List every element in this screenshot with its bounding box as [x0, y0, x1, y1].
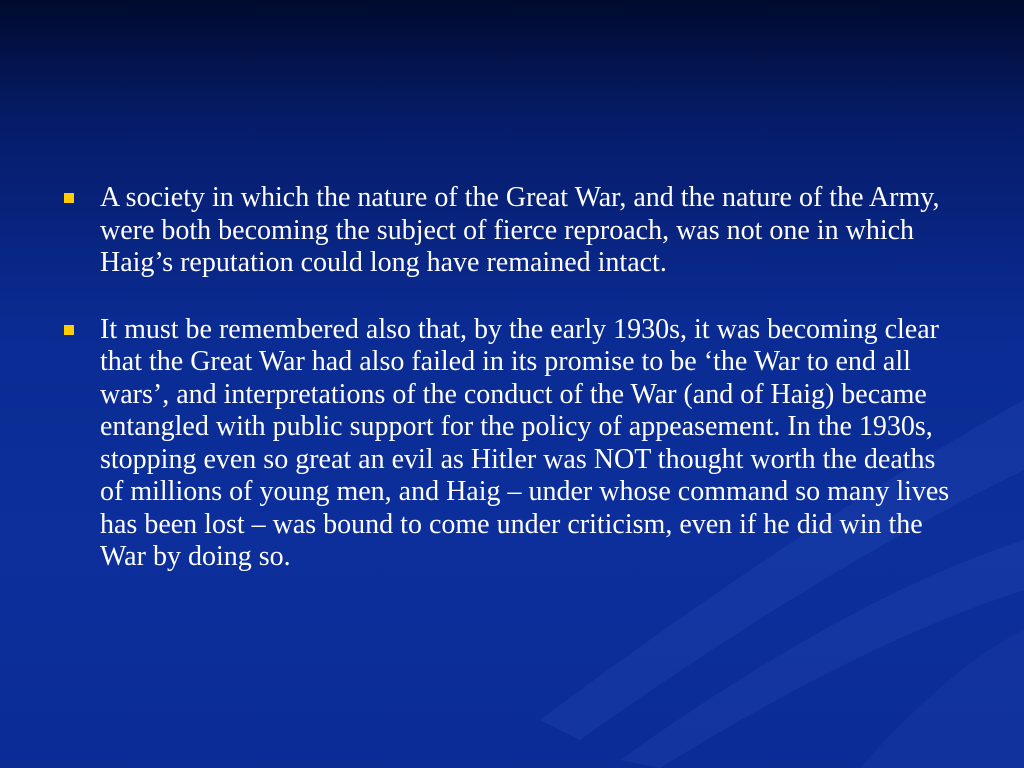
square-bullet-icon — [64, 193, 74, 203]
bullet-item-1 — [62, 182, 962, 280]
bullet-text-1: A society in which the nature of the Great War, and the nature of the Army, were both becoming the subject of fierce reproach, was not one in which Haig’s reputation could long have remained intact. — [100, 182, 940, 278]
bullet-item-2 — [62, 314, 962, 574]
square-bullet-icon — [64, 325, 74, 335]
bullet-text-2: It must be remembered also that, by the early 1930s, it was becoming clear that the Great War had also failed in its promise to be ‘the War to end all wars’, and interpretations of the conduct of the War (and of Haig) became entangled with public support for the policy of appeasement. In the 1930s, stopping even so great an evil as Hitler was NOT thought worth the deaths of millions of young men, and Haig – under whose command so many lives has been lost – was bound to come under criticism, even if he did win the War by doing so. — [100, 313, 950, 572]
bullet-list — [62, 182, 962, 608]
